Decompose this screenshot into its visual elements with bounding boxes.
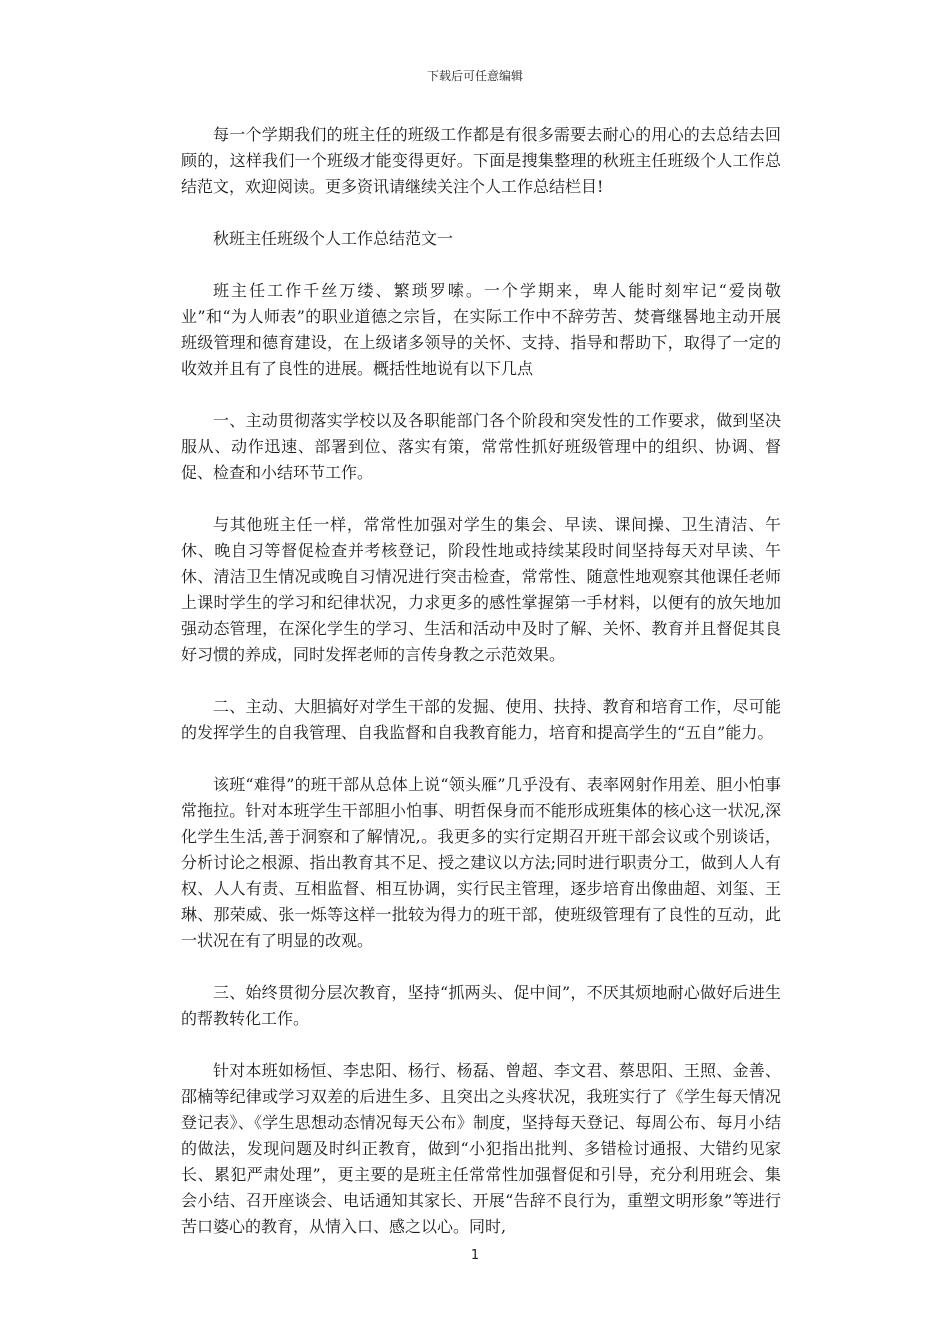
- section-one-paragraph: 一、主动贯彻落实学校以及各职能部门各个阶段和突发性的工作要求，做到坚决服从、动作迅速、部署到位、落实有策，常常性抓好班级管理中的组织、协调、督促、检查和小结环节工作。: [181, 411, 781, 482]
- page-number: 1: [470, 1248, 480, 1263]
- body-paragraph: 该班“难得”的班干部从总体上说“领头雁”几乎没有、表率网射作用差、胆小怕事常拖拉。针对本班学生干部胆小怕事、明哲保身而不能形成班集体的核心这一状况,深化学生生活,善于洞察和了解情况,。我更多的实行定期召开班干部会议或个别谈话，分析讨论之根源、指出教育其不足、授之建议以方法;同时进行职责分工，做到人人有权、人人有责、互相监督、相互协调，实行民主管理，逐步培育出像曲超、刘玺、王琳、那荣威、张一烁等这样一批较为得力的班干部，使班级管理有了良性的互动，此一状况在有了明显的改观。: [181, 775, 781, 950]
- page-header-note: 下载后可任意编辑: [426, 69, 523, 83]
- section-three-paragraph: 三、始终贯彻分层次教育，坚持“抓两头、促中间”，不厌其烦地耐心做好后进生的帮教转化工作。: [181, 983, 781, 1028]
- section-two-paragraph: 二、主动、大胆搞好对学生干部的发掘、使用、扶持、教育和培育工作，尽可能的发挥学生的自我管理、自我监督和自我教育能力，培育和提高学生的“五自”能力。: [181, 697, 781, 742]
- article-title: 秋班主任班级个人工作总结范文一: [213, 229, 454, 248]
- intro-paragraph: 每一个学期我们的班主任的班级工作都是有很多需要去耐心的用心的去总结去回顾的，这样我们一个班级才能变得更好。下面是搜集整理的秋班主任班级个人工作总结范文，欢迎阅读。更多资讯请继续关注个人工作总结栏目!: [181, 125, 781, 196]
- body-paragraph: 针对本班如杨恒、李忠阳、杨行、杨磊、曾超、李文君、蔡思阳、王照、金善、邵楠等纪律或学习双差的后进生多、且突出之头疼状况，我班实行了《学生每天情况登记表》、《学生思想动态情况每天公布》制度，坚持每天登记、每周公布、每月小结的做法，发现问题及时纠正教育，做到“小犯指出批判、多错检讨通报、大错约见家长、累犯严肃处理”，更主要的是班主任常常性加强督促和引导，充分利用班会、集会小结、召开座谈会、电话通知其家长、开展“告辞不良行为，重塑文明形象”等进行苦口婆心的教育，从情入口、感之以心。同时,: [181, 1061, 781, 1236]
- body-paragraph: 与其他班主任一样，常常性加强对学生的集会、早读、课间操、卫生清洁、午休、晚自习等督促检查并考核登记，阶段性地或持续某段时间坚持每天对早读、午休、清洁卫生情况或晚自习情况进行突击检查，常常性、随意性地观察其他课任老师上课时学生的学习和纪律状况，力求更多的感性掌握第一手材料，以便有的放矢地加强动态管理，在深化学生的学习、生活和活动中及时了解、关怀、教育并且督促其良好习惯的养成，同时发挥老师的言传身教之示范效果。: [181, 515, 781, 664]
- body-paragraph: 班主任工作千丝万缕、繁琐罗嗦。一个学期来，卑人能时刻牢记“爱岗敬业”和“为人师表”的职业道德之宗旨，在实际工作中不辞劳苦、焚膏继晷地主动开展班级管理和德育建设，在上级诸多领导的关怀、支持、指导和帮助下，取得了一定的收效并且有了良性的进展。概括性地说有以下几点: [181, 281, 781, 378]
- document-body: [181, 122, 781, 1266]
